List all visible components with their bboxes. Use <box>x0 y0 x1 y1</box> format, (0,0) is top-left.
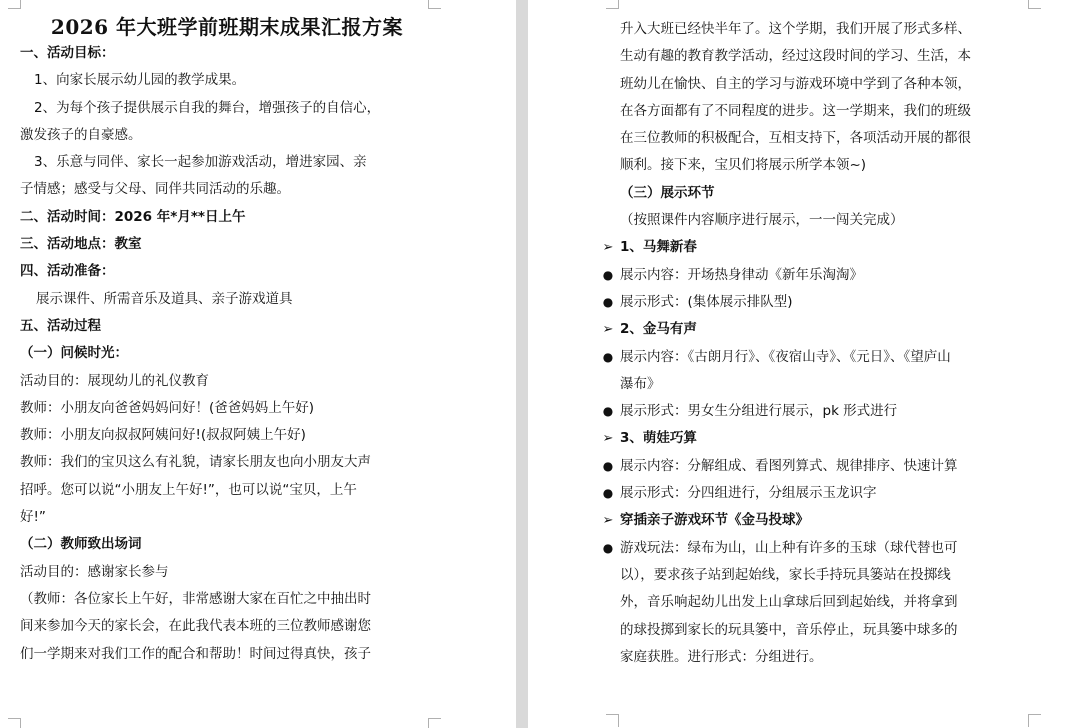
text-line: 好!” <box>20 509 46 526</box>
text-line <box>620 125 971 152</box>
line-text: 班幼儿在愉快、自主的学习与游戏环境中学到了各种本领， <box>620 75 971 92</box>
line-text: 展示内容：开场热身律动《新年乐淘淘》 <box>620 266 863 283</box>
text-line: 3、乐意与同伴、家长一起参加游戏活动，增进家园、亲 <box>34 154 367 171</box>
text-line <box>620 180 971 207</box>
line-text: 以），要求孩子站到起始线，家长手持玩具篓站在投掷线 <box>620 566 951 583</box>
text-line: 五、活动过程 <box>20 317 101 334</box>
section-heading <box>602 507 971 534</box>
line-text: 穿插亲子游戏环节《金马投球》 <box>620 512 809 529</box>
text-line: 一、活动目标： <box>20 45 115 61</box>
text-line <box>620 562 971 589</box>
corner-mark-bottom-right <box>428 718 441 728</box>
line-text: 展示内容：分解组成、看图列算式、规律排序、快速计算 <box>620 457 958 474</box>
text-line <box>620 644 971 671</box>
corner-mark-bottom-left <box>606 714 619 727</box>
text-line: 间来参加今天的家长会，在此我代表本班的三位教师感谢您 <box>20 618 371 635</box>
right-text-body <box>602 16 971 671</box>
text-line: 招呼。您可以说“小朋友上午好!”，也可以说“宝贝，上午 <box>20 481 357 498</box>
document-page-right <box>528 0 1080 728</box>
text-line: （二）教师致出场词 <box>20 536 142 553</box>
text-line <box>620 152 971 179</box>
bullet-item <box>602 480 971 507</box>
line-text: 在各方面都有了不同程度的进步。这一学期来，我们的班级 <box>620 102 971 119</box>
corner-mark-bottom-right <box>1028 714 1041 727</box>
dot-bullet-icon: ● <box>602 349 614 364</box>
text-line <box>620 589 971 616</box>
arrow-bullet-icon: ➢ <box>602 431 614 447</box>
document-title: 2026 年大班学前班期末成果汇报方案 <box>50 15 404 39</box>
line-text: 展示形式：男女生分组进行展示，pk 形式进行 <box>620 403 898 420</box>
left-text-body <box>20 40 434 668</box>
line-text: 展示内容：《古朗月行》、《夜宿山寺》、《元日》、《望庐山 <box>620 348 951 365</box>
section-heading <box>602 316 971 343</box>
bullet-item <box>602 289 971 316</box>
document-page-left <box>0 0 516 728</box>
corner-mark-top-left <box>606 0 619 9</box>
line-text: 升入大班已经快半年了。这个学期，我们开展了形式多样、 <box>620 21 971 37</box>
text-line: 1、向家长展示幼儿园的教学成果。 <box>34 72 246 89</box>
text-line: 们一学期来对我们工作的配合和帮助！时间过得真快，孩子 <box>20 645 371 662</box>
text-line <box>620 98 971 125</box>
dot-bullet-icon: ● <box>602 404 614 419</box>
section-heading <box>602 234 971 261</box>
text-line: （一）问候时光： <box>20 345 128 362</box>
text-line <box>620 16 971 43</box>
dot-bullet-icon: ● <box>602 486 614 501</box>
bullet-item <box>602 535 971 562</box>
text-line: 活动目的：感谢家长参与 <box>20 563 169 580</box>
line-text: 2、金马有声 <box>620 321 697 338</box>
bullet-item <box>602 344 971 371</box>
text-line: （教师：各位家长上午好，非常感谢大家在百忙之中抽出时 <box>20 590 371 607</box>
line-text: （三）展示环节 <box>620 184 715 201</box>
line-text: 瀑布》 <box>620 375 661 392</box>
text-line: 二、活动时间：2026 年*月**日上午 <box>20 208 246 225</box>
line-text: （按照课件内容顺序进行展示，一一闯关完成） <box>620 212 904 229</box>
line-text: 1、马舞新春 <box>620 239 697 256</box>
text-line: 活动目的：展现幼儿的礼仪教育 <box>20 372 209 389</box>
line-text: 外，音乐响起幼儿出发上山拿球后回到起始线，并将拿到 <box>620 594 958 611</box>
text-line: 2、为每个孩子提供展示自我的舞台，增强孩子的自信心， <box>34 99 381 116</box>
text-line <box>620 207 971 234</box>
text-line <box>620 43 971 70</box>
text-line: 三、活动地点：教室 <box>20 236 142 253</box>
arrow-bullet-icon: ➢ <box>602 240 614 256</box>
right-page-content <box>602 16 971 671</box>
arrow-bullet-icon: ➢ <box>602 322 614 338</box>
line-text: 展示形式：分四组进行，分组展示玉龙识字 <box>620 485 877 502</box>
bullet-item <box>602 453 971 480</box>
line-text: 生动有趣的教育教学活动，经过这段时间的学习、生活，本 <box>620 48 971 65</box>
text-line: 展示课件、所需音乐及道具、亲子游戏道具 <box>36 290 293 307</box>
line-text: 的球投掷到家长的玩具篓中，音乐停止，玩具篓中球多的 <box>620 621 958 638</box>
bullet-item <box>602 398 971 425</box>
text-line: 教师：小朋友向爸爸妈妈问好！(爸爸妈妈上午好) <box>20 399 315 416</box>
text-line: 四、活动准备： <box>20 263 115 280</box>
bullet-item <box>602 262 971 289</box>
line-text: 游戏玩法：绿布为山，山上种有许多的玉球（球代替也可 <box>620 539 958 556</box>
left-page-content <box>20 0 434 668</box>
text-line: 教师：我们的宝贝这么有礼貌，请家长朋友也向小朋友大声 <box>20 454 371 471</box>
line-text: 在三位教师的积极配合，互相支持下，各项活动开展的都很 <box>620 130 971 147</box>
text-line: 教师：小朋友向叔叔阿姨问好!(叔叔阿姨上午好) <box>20 427 306 444</box>
dot-bullet-icon: ● <box>602 458 614 473</box>
line-text: 3、萌娃巧算 <box>620 430 697 447</box>
text-line: 子情感；感受与父母、同伴共同活动的乐趣。 <box>20 181 290 198</box>
dot-bullet-icon: ● <box>602 267 614 282</box>
line-text: 展示形式：(集体展示排队型) <box>620 293 793 310</box>
arrow-bullet-icon: ➢ <box>602 513 614 529</box>
corner-mark-top-right <box>1028 0 1041 9</box>
line-text: 顺利。接下来，宝贝们将展示所学本领~) <box>620 157 867 174</box>
line-text: 家庭获胜。进行形式：分组进行。 <box>620 648 823 665</box>
text-line <box>620 371 971 398</box>
dot-bullet-icon: ● <box>602 540 614 555</box>
page-gutter <box>516 0 528 728</box>
corner-mark-bottom-left <box>8 718 21 728</box>
section-heading <box>602 425 971 452</box>
dot-bullet-icon: ● <box>602 294 614 309</box>
text-line <box>620 617 971 644</box>
text-line <box>620 71 971 98</box>
text-line: 激发孩子的自豪感。 <box>20 126 142 143</box>
